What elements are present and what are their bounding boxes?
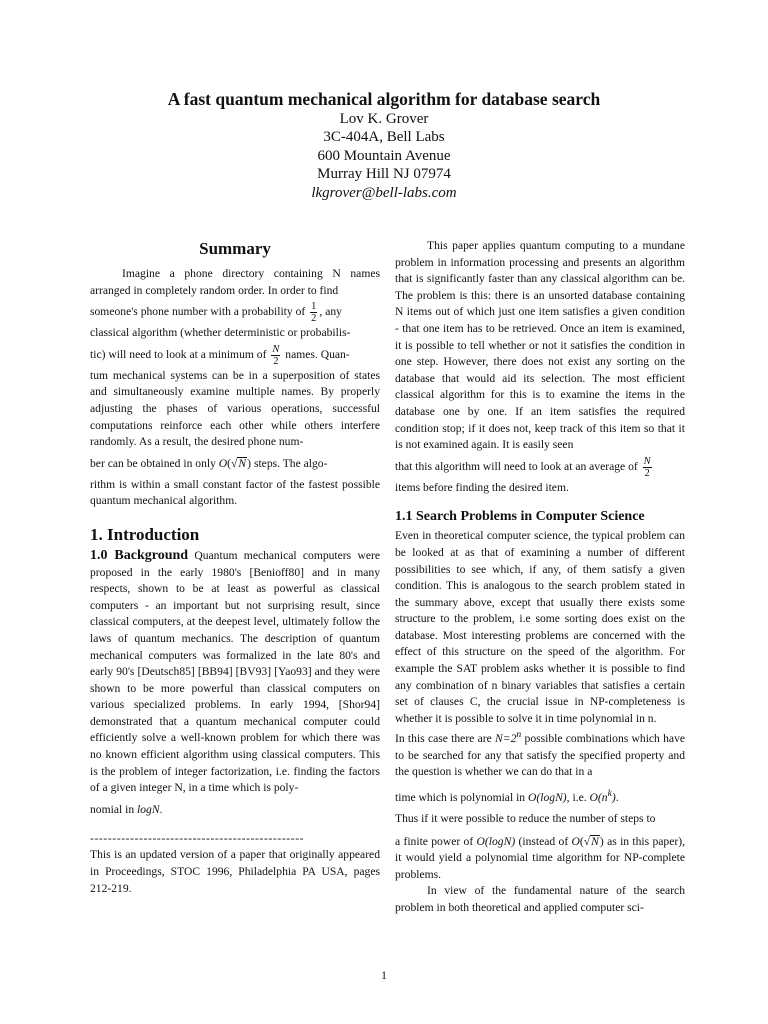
- fraction-denominator: 2: [311, 313, 317, 325]
- fraction-one-half: [310, 301, 317, 324]
- fraction-n-over-2: [271, 344, 280, 367]
- math-paren: (: [579, 834, 584, 848]
- search-line-thus: Thus if it were possible to reduce the number of steps to: [395, 811, 656, 825]
- summary-para-3: rithm is within a small constant factor of the fastest possible quantum mechanical algorithm.: [90, 477, 380, 508]
- background-subheading: 1.0 Background: [90, 547, 189, 563]
- right-text: a finite power of: [395, 834, 474, 848]
- math-n-equals-2n: [495, 729, 522, 746]
- right-line-items: items before finding the desired item.: [395, 480, 569, 494]
- summary-text: , any: [319, 305, 342, 319]
- summary-text: steps. The algo-: [253, 456, 328, 470]
- fraction-n-over-2: [643, 456, 652, 479]
- search-problems-heading: 1.1 Search Problems in Computer Science: [395, 509, 645, 525]
- summary-text: someone's phone number with a probability of: [90, 305, 306, 319]
- right-column: [395, 238, 685, 917]
- footnote-separator: ------------------------------------------------: [90, 831, 305, 845]
- summary-line-prob: [90, 299, 380, 325]
- author-name: Lov K. Grover: [339, 111, 429, 127]
- summary-text: names. Quan-: [285, 347, 350, 361]
- right-text: (instead of: [518, 834, 569, 848]
- right-text: as in this paper), it would yield a polynomial time algorithm for NP-complete problems.: [395, 834, 685, 881]
- background-text: nomial in: [90, 802, 135, 816]
- fraction-numerator: N: [643, 455, 651, 467]
- left-column: [90, 238, 380, 897]
- right-text: .: [615, 790, 619, 804]
- summary-heading: Summary: [199, 239, 271, 258]
- math-text: O(n: [589, 790, 608, 804]
- sqrt-sign: √: [583, 834, 591, 848]
- summary-para-2: tum mechanical systems can be in a superposition of states and simultaneously examine multiple names. By properly adjusting the phases of various operations, successful computations reinforce each other while others interfere randomly. As a result, the desired phone num-: [90, 368, 380, 449]
- summary-text: tic) will need to look at a minimum of: [90, 347, 267, 361]
- author-address-3: Murray Hill NJ 07974: [317, 166, 451, 183]
- math-exponent: k: [607, 788, 612, 800]
- search-para-2: [395, 727, 685, 781]
- fraction-numerator: N: [272, 343, 280, 355]
- math-o: O: [218, 456, 228, 470]
- author-email: lkgrover@bell-labs.com: [311, 184, 457, 201]
- search-para-finite: [395, 828, 685, 884]
- right-text: In this case there are: [395, 732, 492, 746]
- right-para-1: This paper applies quantum computing to a mundane problem in information processing and presents an algorithm that is significantly faster than any classical algorithm can be. The problem is this: there is an unsorted database containing N items out of which just one item satisfies a given condition - that one item has to be retrieved. Once an item is examined, it is possible to tell whether or not it satisfies the condition in one step. However, there does not exist any sorting on the database that would aid its selection. The most efficient classical algorithm for this is to examine the items in the database one by one. If an item satisfies the required condition stop; if it does not, keep track of this item so that it is not examined again. It is easily seen: [395, 239, 685, 452]
- math-o-log-n: O(logN): [476, 834, 516, 848]
- background-text: Quantum mechanical computers were proposed in the early 1980's [Benioff80] and in many respects, shown to be at least as powerful as classical computers - an important but not surprising result, since classical computers, at the deepest level, ultimately follow the laws of quantum mechanics. The description of quantum mechanical computers was formalized in the late 80's and early 90's [Deutsch85] [BB94] [BV93] [Yao93] and they were shown to be more powerful than classical computers on various specialized problems. In early 1994, [Shor94] demonstrated that a quantum mechanical computer could efficiently solve a well-known problem for which there was no known efficient algorithm using classical computers. This is the problem of integer factorization, i.e. finding the factors of a given integer N, in a time which is poly-: [90, 548, 380, 795]
- big-o-sqrt-n: [219, 457, 251, 470]
- math-paren: ): [611, 790, 616, 804]
- right-text: possible combinations which have to be searched for any that satisfy the specified property and the question is whether we can do that in a: [395, 732, 686, 779]
- paper-header: [0, 88, 768, 202]
- math-paren: ): [247, 456, 252, 470]
- math-paren: ): [599, 834, 604, 848]
- right-text: time which is polynomial in: [395, 790, 526, 804]
- intro-heading: 1. Introduction: [90, 524, 200, 544]
- summary-text: ber can be obtained in only: [90, 456, 216, 470]
- math-paren: (: [227, 456, 232, 470]
- search-line-poly: [395, 781, 685, 811]
- author-address-1: 3C-404A, Bell Labs: [323, 129, 445, 146]
- math-text: N=2: [495, 732, 517, 746]
- big-o-sqrt-n: [572, 835, 604, 848]
- math-o: O: [571, 834, 580, 848]
- fraction-denominator: 2: [273, 355, 279, 367]
- background-line-end: nomial in logN.: [90, 802, 163, 816]
- summary-line-min: [90, 342, 380, 368]
- background-para: [90, 548, 380, 797]
- sqrt-sign: √: [231, 456, 238, 470]
- math-log-n: logN: [137, 802, 160, 816]
- sqrt-arg: N: [591, 834, 599, 848]
- author-address-2: 600 Mountain Avenue: [317, 147, 451, 164]
- right-line-average: [395, 454, 685, 480]
- paper-title: A fast quantum mechanical algorithm for database search: [167, 89, 601, 109]
- sqrt-arg: N: [238, 456, 247, 470]
- math-o-log-n: O(logN): [528, 790, 567, 804]
- math-o-n-k: [589, 788, 616, 804]
- summary-line-classical: classical algorithm (whether deterministic or probabilis-: [90, 326, 351, 340]
- summary-para-1: Imagine a phone directory containing N names arranged in completely random order. In order to find: [90, 267, 380, 297]
- right-text: that this algorithm will need to look at an average of: [395, 459, 638, 473]
- page-number: 1: [381, 968, 387, 982]
- search-para-last: In view of the fundamental nature of the search problem in both theoretical and applied computer sci-: [395, 884, 685, 914]
- fraction-numerator: 1: [311, 301, 317, 313]
- search-para-1: Even in theoretical computer science, the typical problem can be looked at as that of examining a number of different possibilities to see which, if any, of them satisfy a given condition. This is analogous to the search problem stated in the summary above, except that usually there exists some structure to the problem, i.e some sorting does exist on the database. Most interesting problems are concerned with the effect of this structure on the speed of the algorithm. For example the SAT problem asks whether it is possible to find any combination of n binary variables that satisfies a certain set of clauses C, the crucial issue in NP-completeness is whether it is possible to solve it in time polynomial in n.: [395, 529, 685, 725]
- fraction-denominator: 2: [644, 467, 650, 479]
- summary-line-steps: [90, 451, 380, 477]
- math-exponent: n: [516, 729, 522, 741]
- right-text: , i.e.: [566, 790, 587, 804]
- footnote-text: This is an updated version of a paper that originally appeared in Proceedings, STOC 1996, Philadelphia PA USA, pages 212-219.: [90, 848, 380, 895]
